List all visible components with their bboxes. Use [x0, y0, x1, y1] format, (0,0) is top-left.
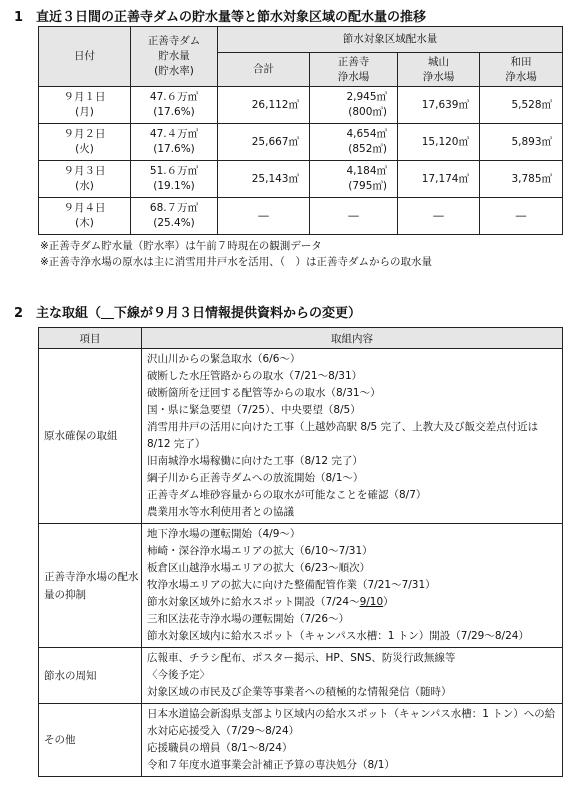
- cell-shozenji: 4,654㎥ (852㎥): [310, 124, 398, 161]
- category-label: 節水の周知: [39, 648, 142, 704]
- header-content: 取組内容: [142, 328, 563, 349]
- section2-number: 2: [14, 306, 24, 321]
- cell-storage: 47.６万㎥ (17.6%): [131, 87, 218, 124]
- cell-storage: 47.４万㎥ (17.6%): [131, 124, 218, 161]
- cell-shozenji: 2,945㎥ (800㎥): [310, 87, 398, 124]
- list-item: 沢山川からの緊急取水（6/6～）: [147, 353, 301, 365]
- cell-total: 26,112㎥: [218, 87, 310, 124]
- category-label: その他: [39, 704, 142, 777]
- table-notes: [40, 238, 432, 270]
- list-item: 消雪用井戸の活用に向けた工事（上越妙高駅 8/5 完了、上教大及び飯交差点付近は 8/12 完了）: [147, 421, 539, 450]
- cell-wada: 5,893㎥: [480, 124, 563, 161]
- header-shozenji: 正善寺 浄水場: [310, 53, 398, 87]
- cell-date: ９月１日 (月): [39, 87, 131, 124]
- reservoir-table: [38, 26, 563, 235]
- list-item: 旧南城浄水場稼働に向けた工事（8/12 完了）: [147, 455, 363, 467]
- list-item: 破断した水圧管路からの取水（7/21～8/31）: [147, 370, 363, 382]
- header-joyama: 城山 浄水場: [398, 53, 480, 87]
- list-item: 正善寺ダム堆砂容量からの取水が可能なことを確認（8/7）: [147, 489, 427, 501]
- header-storage: 正善寺ダム 貯水量 (貯水率): [131, 27, 218, 87]
- list-item: 牧浄水場エリアの拡大に向けた整備配管作業（7/21～7/31）: [147, 579, 436, 591]
- header-distribution-group: 節水対象区域配水量: [218, 27, 563, 53]
- list-item: 三和区法花寺浄水場の運転開始（7/26～）: [147, 613, 350, 625]
- table-row: [39, 87, 563, 124]
- changed-text: 9/10: [359, 596, 384, 608]
- category-label: 原水確保の取組: [39, 349, 142, 524]
- initiative-list: [142, 648, 563, 704]
- list-item: 日本水道協会新潟県支部より区域内の給水スポット（キャンパス水槽：1 トン）への給水対応応援受入（7/29～8/24）: [147, 708, 556, 737]
- category-label: 正善寺浄水場の配水量の抑制: [39, 524, 142, 648]
- list-item: 応援職員の増員（8/1～8/24）: [147, 742, 293, 754]
- cell-date: ９月２日 (火): [39, 124, 131, 161]
- list-item: 令和７年度水道事業会計補正予算の専決処分（8/1）: [147, 759, 395, 771]
- list-item: 板倉区山越浄水場エリアの拡大（6/23～順次）: [147, 562, 371, 574]
- note: ※正善寺浄水場の原水は主に消雪用井戸水を活用、（ ）は正善寺ダムからの取水量: [40, 256, 433, 268]
- list-item: 国・県に緊急要望（7/25）、中央要望（8/5）: [147, 404, 361, 416]
- list-item: 農業用水等水利使用者との協議: [147, 506, 294, 518]
- initiative-group: [39, 648, 563, 704]
- cell-total: 25,143㎥: [218, 161, 310, 198]
- table-row: [39, 161, 563, 198]
- note: ※正善寺ダム貯水量（貯水率）は午前７時現在の観測データ: [40, 240, 322, 252]
- list-item: 綱子川から正善寺ダムへの放流開始（8/1～）: [147, 472, 364, 484]
- initiative-list: [142, 524, 563, 648]
- cell-joyama: 15,120㎥: [398, 124, 480, 161]
- list-item: 節水対象区域外に給水スポット開設（7/24～9/10）: [147, 596, 394, 608]
- initiative-group: [39, 704, 563, 777]
- initiative-list: [142, 349, 563, 524]
- initiatives-table: [38, 327, 563, 777]
- cell-joyama: ―: [398, 198, 480, 235]
- cell-shozenji: 4,184㎥ (795㎥): [310, 161, 398, 198]
- cell-wada: 5,528㎥: [480, 87, 563, 124]
- header-wada: 和田 浄水場: [480, 53, 563, 87]
- list-item: 〈今後予定〉: [147, 669, 210, 681]
- section2-title: 2 主な取組（ 下線が９月３日情報提供資料からの変更）: [14, 306, 362, 321]
- list-item: 破断箇所を迂回する配管等からの取水（8/31～）: [147, 387, 381, 399]
- section1-number: 1: [14, 10, 24, 25]
- cell-storage: 68.７万㎥ (25.4%): [131, 198, 218, 235]
- table-row: [39, 198, 563, 235]
- section1-title: [14, 6, 426, 25]
- initiative-list: [142, 704, 563, 777]
- cell-wada: ―: [480, 198, 563, 235]
- cell-wada: 3,785㎥: [480, 161, 563, 198]
- cell-date: ９月４日 (木): [39, 198, 131, 235]
- list-item: 地下浄水場の運転開始（4/9～）: [147, 528, 301, 540]
- list-item: 節水対象区域内に給水スポット（キャンパス水槽：1 トン）開設（7/29～8/24）: [147, 630, 529, 642]
- cell-date: ９月３日 (水): [39, 161, 131, 198]
- initiative-group: [39, 349, 563, 524]
- cell-storage: 51.６万㎥ (19.1%): [131, 161, 218, 198]
- cell-total: ―: [218, 198, 310, 235]
- cell-joyama: 17,174㎥: [398, 161, 480, 198]
- section1-heading: 直近３日間の正善寺ダムの貯水量等と節水対象区域の配水量の推移: [36, 10, 427, 25]
- list-item: 広報車、チラシ配布、ポスター掲示、HP、SNS、防災行政無線等: [147, 652, 456, 664]
- list-item: 柿崎・深谷浄水場エリアの拡大（6/10～7/31）: [147, 545, 373, 557]
- header-total: 合計: [218, 53, 310, 87]
- cell-total: 25,667㎥: [218, 124, 310, 161]
- header-date: 日付: [39, 27, 131, 87]
- header-item: 項目: [39, 328, 142, 349]
- cell-joyama: 17,639㎥: [398, 87, 480, 124]
- cell-shozenji: ―: [310, 198, 398, 235]
- table-row: [39, 124, 563, 161]
- initiative-group: [39, 524, 563, 648]
- list-item: 対象区域の市民及び企業等事業者への積極的な情報発信（随時）: [147, 686, 452, 698]
